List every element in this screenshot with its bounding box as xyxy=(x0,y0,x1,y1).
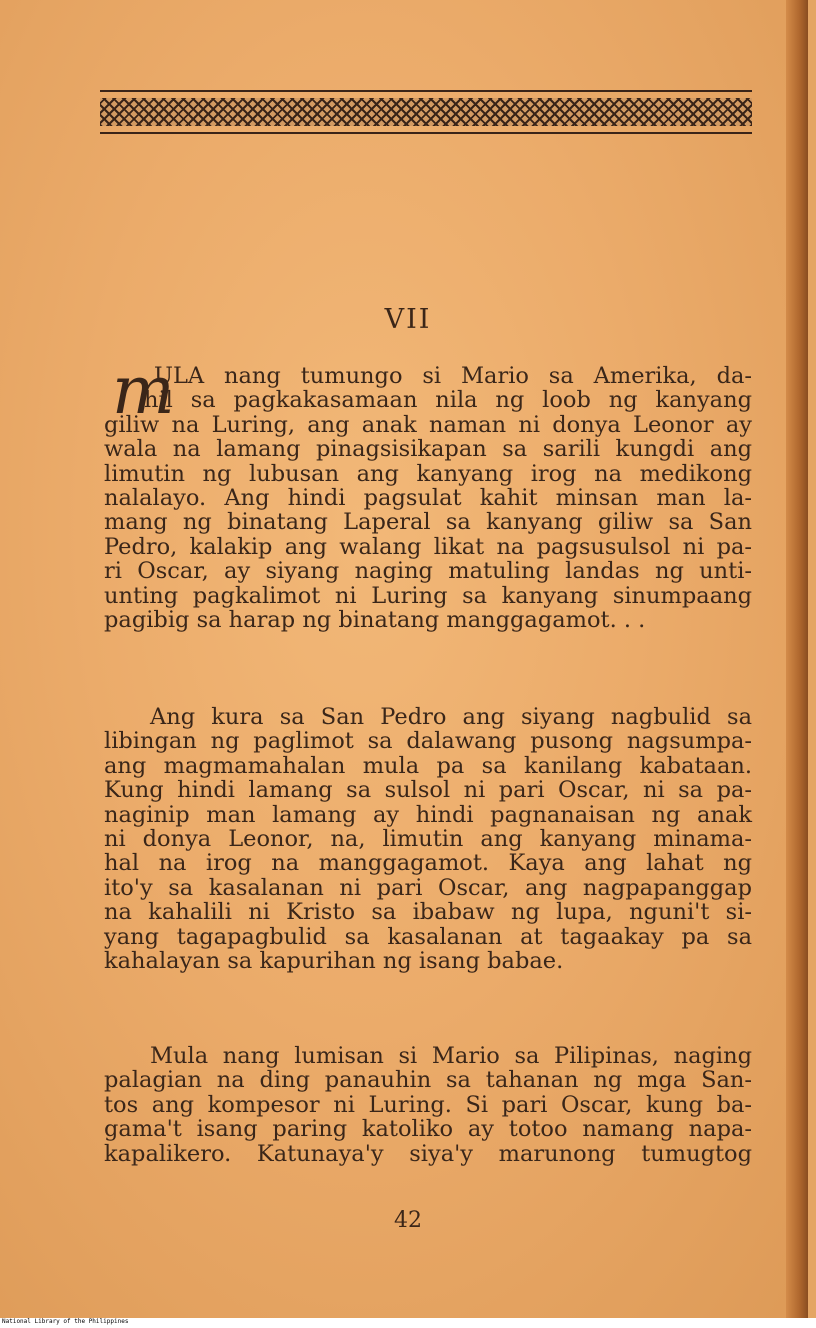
text-line: gama't isang paring katoliko ay totoo namang napa- xyxy=(104,1116,752,1143)
ornament-pattern xyxy=(100,98,752,126)
text-line: Mula nang lumisan si Mario sa Pilipinas, naging xyxy=(150,1043,752,1069)
text-line: kahalayan sa kapurihan ng isang babae. xyxy=(104,948,564,975)
text-line: pagibig sa harap ng binatang manggagamot. . . xyxy=(104,607,646,634)
text-line: ri Oscar, ay siyang naging matuling landas ng unti- xyxy=(104,558,752,585)
footer-credit: National Library of the Philippines xyxy=(2,1318,129,1325)
text-line: palagian na ding panauhin sa tahanan ng mga San- xyxy=(104,1067,752,1094)
paragraph-3 xyxy=(104,1044,752,1166)
text-line: unting pagkalimot ni Luring sa kanyang sinumpaang xyxy=(104,582,752,609)
text-line: naginip man lamang ay hindi pagnanaisan ng anak xyxy=(104,801,752,828)
text-line: limutin ng lubusan ang kanyang irog na medikong xyxy=(104,460,752,487)
text-line: ito'y sa kasalanan ni pari Oscar, ang nagpapanggap xyxy=(104,874,752,901)
text-line: ni donya Leonor, na, limutin ang kanyang minama- xyxy=(104,826,752,853)
text-line: hal na irog na manggagamot. Kaya ang lahat ng xyxy=(104,850,752,877)
text-line: ang magmamahalan mula pa sa kanilang kabataan. xyxy=(104,752,752,779)
text-line: kapalikero. Katunaya'y siya'y marunong tumugtog xyxy=(104,1140,752,1167)
header-rule-top xyxy=(100,90,752,92)
text-line: mang ng binatang Laperal sa kanyang giliw sa San xyxy=(104,509,752,536)
drop-cap: m xyxy=(112,352,175,429)
text-line: yang tagapagbulid sa kasalanan at tagaakay pa sa xyxy=(104,923,752,950)
text-line: wala na lamang pinagsisikapan sa sarili kungdi ang xyxy=(104,436,752,463)
paragraph-1 xyxy=(104,364,752,632)
text-line: hil sa pagkakasamaan nila ng loob ng kanyang xyxy=(144,387,752,414)
text-line: libingan ng paglimot sa dalawang pusong nagsumpa- xyxy=(104,728,752,755)
text-line: nalalayo. Ang hindi pagsulat kahit minsan man la- xyxy=(104,485,752,512)
header-rule-bottom xyxy=(100,132,752,134)
ornamental-header-band xyxy=(100,90,752,136)
text-line: giliw na Luring, ang anak naman ni donya Leonor ay xyxy=(104,411,752,438)
text-line: Kung hindi lamang sa sulsol ni pari Oscar, ni sa pa- xyxy=(104,777,752,804)
page-number: 42 xyxy=(394,1208,422,1233)
book-spine-edge xyxy=(786,0,808,1318)
text-line: ULA nang tumungo si Mario sa Amerika, da- xyxy=(154,363,752,389)
text-line: tos ang kompesor ni Luring. Si pari Oscar, kung ba- xyxy=(104,1091,752,1118)
text-line: Ang kura sa San Pedro ang siyang nagbulid sa xyxy=(150,704,752,730)
text-line: Pedro, kalakip ang walang likat na pagsusulsol ni pa- xyxy=(104,533,752,560)
chapter-heading: VII xyxy=(384,304,432,335)
text-line: na kahalili ni Kristo sa ibabaw ng lupa, nguni't si- xyxy=(104,899,752,926)
paragraph-2 xyxy=(104,705,752,973)
